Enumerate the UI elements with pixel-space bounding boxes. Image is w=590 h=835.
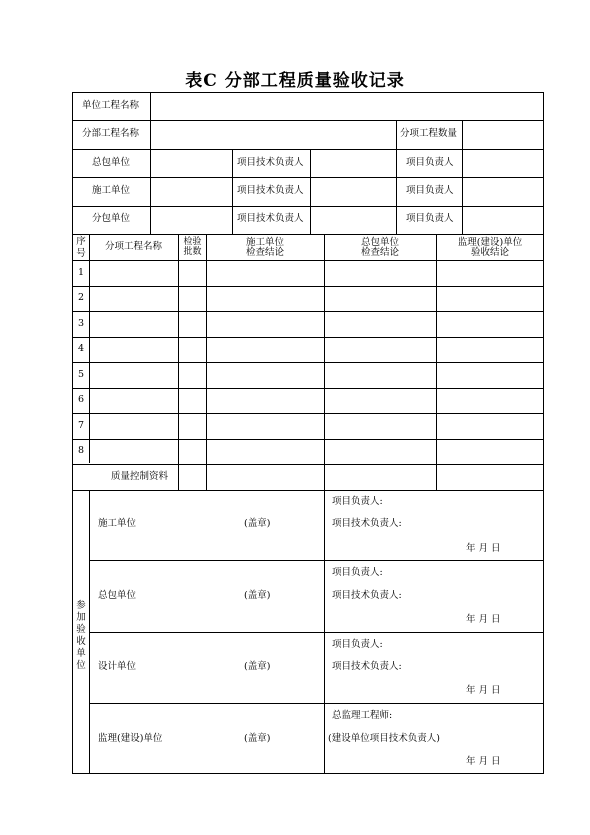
- sign-label: 项目技术负责人:: [332, 590, 402, 601]
- row-number: 2: [78, 292, 85, 303]
- sign-label: 总监理工程师:: [332, 710, 393, 721]
- row-number: 1: [78, 267, 85, 278]
- participant-unit-name: 施工单位: [98, 518, 137, 529]
- date-label: 年 月 日: [466, 614, 501, 625]
- col-general-header-a: 总包单位: [360, 237, 399, 248]
- acceptance-form-table: [72, 92, 544, 774]
- unit-project-name-label: 单位工程名称: [82, 100, 140, 111]
- col-constr-header-a: 施工单位: [245, 237, 284, 248]
- general-tech-lead-label: 项目技术负责人: [237, 157, 304, 168]
- row-number: 8: [78, 445, 85, 456]
- general-contractor-label: 总包单位: [92, 157, 131, 168]
- col-batch-header-b: 批数: [183, 247, 202, 257]
- col-constr-header-b: 检查结论: [245, 247, 284, 258]
- col-item-name-header: 分项工程名称: [105, 241, 163, 252]
- unit-project-name-field[interactable]: [152, 94, 541, 118]
- col-supervisor-header-a: 监理(建设)单位: [457, 237, 523, 248]
- subcontractor-label: 分包单位: [92, 213, 131, 224]
- seal-label: (盖章): [244, 590, 271, 601]
- date-label: 年 月 日: [466, 685, 501, 696]
- construction-tech-lead-label: 项目技术负责人: [237, 185, 304, 196]
- quality-control-label: 质量控制资料: [111, 471, 169, 482]
- row-number: 6: [78, 394, 85, 405]
- date-label: 年 月 日: [466, 756, 501, 767]
- sign-label: 项目技术负责人:: [332, 518, 402, 529]
- row-number: 7: [78, 420, 85, 431]
- row-number: 5: [78, 369, 85, 380]
- sub-project-name-label: 分部工程名称: [82, 128, 140, 139]
- item-count-field[interactable]: [464, 122, 542, 147]
- col-supervisor-header-b: 验收结论: [470, 247, 509, 258]
- participants-side-label: 参加验收单位: [76, 600, 86, 671]
- sub-project-name-field[interactable]: [152, 122, 394, 147]
- sign-label: 项目负责人:: [332, 496, 383, 507]
- col-general-header-b: 检查结论: [360, 247, 399, 258]
- seal-label: (盖章): [244, 518, 271, 529]
- participant-unit-name: 监理(建设)单位: [98, 733, 163, 744]
- col-batch-header-a: 检验: [183, 237, 202, 247]
- col-seq-header: 序号: [76, 236, 86, 259]
- construction-unit-label: 施工单位: [92, 185, 131, 196]
- row-number: 4: [78, 343, 85, 354]
- sign-label: 项目技术负责人:: [332, 661, 402, 672]
- row-number: 3: [78, 318, 85, 329]
- form-title: 表C 分部工程质量验收记录: [185, 71, 405, 91]
- sign-label: 项目负责人:: [332, 639, 383, 650]
- sub-project-lead-label: 项目负责人: [406, 213, 454, 224]
- seal-label: (盖章): [244, 661, 271, 672]
- general-project-lead-label: 项目负责人: [406, 157, 454, 168]
- date-label: 年 月 日: [466, 543, 501, 554]
- participant-unit-name: 总包单位: [98, 590, 137, 601]
- sign-label: (建设单位项目技术负责人): [328, 733, 440, 744]
- seal-label: (盖章): [244, 733, 271, 744]
- sign-label: 项目负责人:: [332, 567, 383, 578]
- participant-unit-name: 设计单位: [98, 661, 137, 672]
- sub-tech-lead-label: 项目技术负责人: [237, 213, 304, 224]
- item-count-label: 分项工程数量: [400, 128, 458, 139]
- construction-project-lead-label: 项目负责人: [406, 185, 454, 196]
